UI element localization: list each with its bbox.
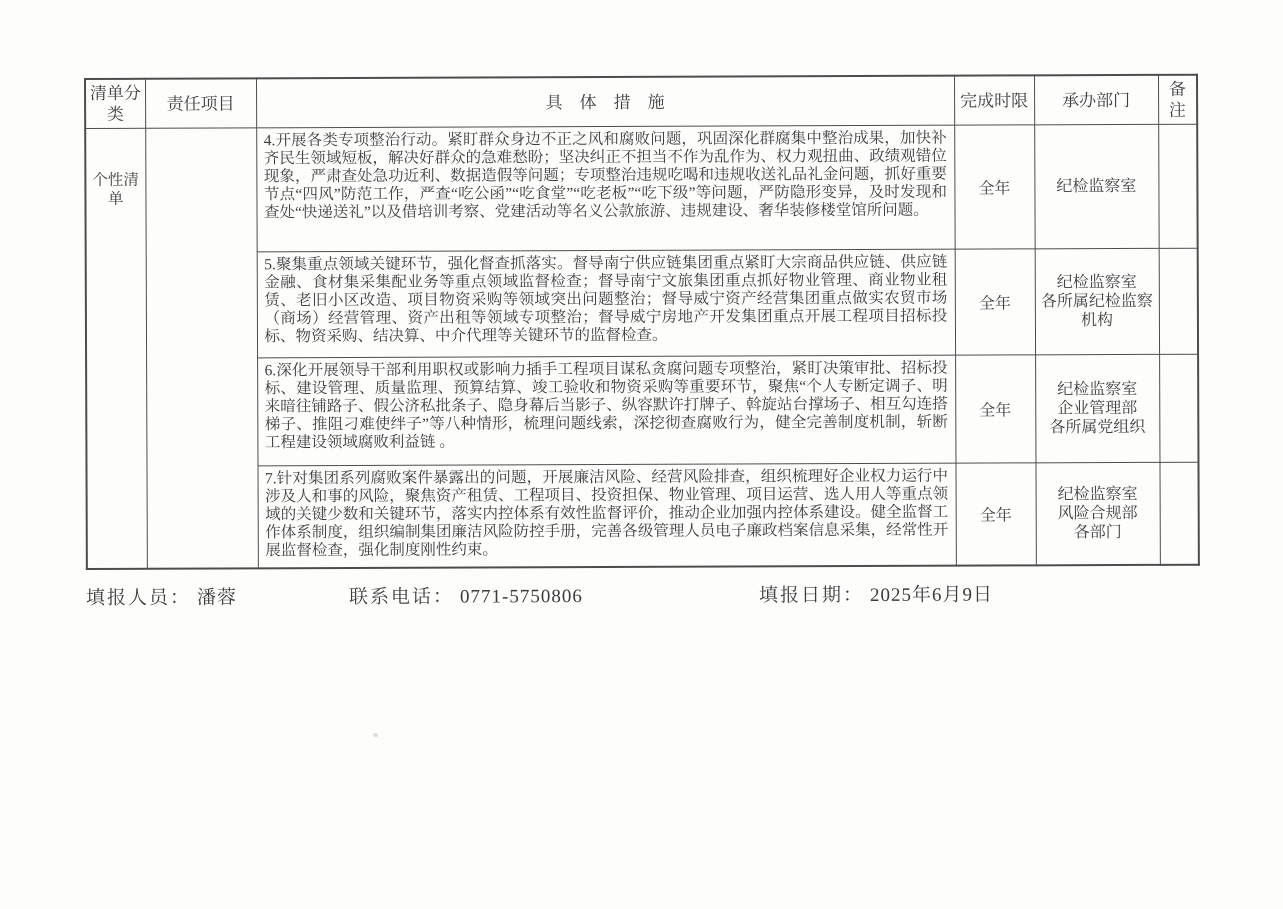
remark-cell (1158, 124, 1197, 248)
header-cell-deadline: 完成时限 (954, 75, 1034, 125)
measure-cell: 5.聚集重点领域关键环节，强化督查抓落实。督导南宁供应链集团重点紧盯大宗商品供应链、供应链金融、食材集采集配业务等重点领域监督检查；督导南宁文旅集团重点抓好物业管理、商业物业租赁、老旧小区改造、项目物资采购等领域突出问题整治；督导威宁资产经营集团重点做实农贸市场（商场）经营管理、资产出租等领域专项整治；督导威宁房地产开发集团重点开展工程项目招标投标、物资采购、结决算、中介代理等关键环节的监督检查。 (257, 249, 955, 358)
scan-artifact (373, 733, 378, 737)
category-cell: 个性清单 (85, 128, 147, 568)
footer-line (86, 576, 1198, 614)
date-label: 填报日期： (758, 584, 865, 606)
measure-cell: 6.深化开展领导干部利用职权或影响力插手工程项目谋私贪腐问题专项整治，紧盯决策审批、招标投标、建设管理、质量监理、预算结算、竣工验收和物资采购等重要环节，聚焦“个人专断定调子、明来暗往铺路子、假公济私批条子、隐身幕后当影子、纵容默许打牌子、斡旋站台撑场子、相互勾连搭梯子、推阻刁难使绊子”等八种情形，梳理问题线索，深挖彻查腐败行为，健全完善制度机制，斩断工程建设领域腐败利益链 。 (257, 355, 955, 466)
header-cell-remark: 备注 (1158, 75, 1197, 125)
deadline-cell: 全年 (954, 125, 1034, 249)
measure-cell: 4.开展各类专项整治行动。紧盯群众身边不正之风和腐败问题，巩固深化群腐集中整治成果，加快补齐民生领域短板，解决好群众的急难愁盼；坚决纠正不担当不作为乱作为、权力观扭曲、政绩观错位现象，严肃查处急功近利、数据造假等问题；专项整治违规吃喝和违规收送礼品礼金问题，抓好重要节点“四风”防范工作，严查“吃公函”“吃食堂”“吃老板”“吃下级”等问题，严防隐形变异，及时发现和查处“快递送礼”以及借培训考察、党建活动等名义公款旅游、违规建设、奢华装修楼堂馆所问题。 (256, 125, 954, 252)
department-cell: 纪检监察室 各所属纪检监察机构 (1035, 248, 1159, 354)
department-cell: 纪检监察室 企业管理部 各所属党组织 (1035, 354, 1159, 462)
deadline-cell: 全年 (955, 463, 1035, 565)
department-cell: 纪检监察室 (1034, 124, 1158, 248)
header-cell-project: 责任项目 (145, 78, 256, 128)
date-field (759, 579, 993, 607)
filler-field (86, 582, 237, 610)
table-header-row (85, 75, 1197, 129)
deadline-cell: 全年 (955, 249, 1035, 355)
responsibility-list-table (84, 74, 1200, 570)
phone-label: 联系电话： (348, 586, 455, 608)
remark-cell (1159, 354, 1198, 462)
project-cell (145, 128, 258, 568)
header-cell-measures: 具 体 措 施 (256, 76, 954, 128)
deadline-cell: 全年 (955, 355, 1035, 463)
phone-number: 0771-5750806 (459, 585, 583, 608)
table-row (85, 124, 1197, 252)
date-value: 2025年6月9日 (869, 584, 994, 606)
header-cell-department: 承办部门 (1034, 75, 1158, 125)
header-cell-category: 清单分类 (85, 79, 145, 129)
measure-cell: 7.针对集团系列腐败案件暴露出的问题，开展廉洁风险、经营风险排查，组织梳理好企业权力运行中涉及人和事的风险，聚焦资产租赁、工程项目、投资担保、物业管理、项目运营、选人用人等重点领域的关键少数和关键环节，落实内控体系有效性监督评价，推动企业加强内控体系建设。健全监督工作体系制度，组织编制集团廉洁风险防控手册，完善各级管理人员电子廉政档案信息采集，经常性开展监督检查，强化制度刚性约束。 (257, 463, 955, 568)
remark-cell (1159, 248, 1198, 354)
phone-field (349, 581, 583, 609)
filler-label: 填报人员： (85, 587, 192, 609)
filler-name: 潘蓉 (196, 586, 238, 609)
remark-cell (1159, 462, 1198, 564)
department-cell: 纪检监察室 风险合规部 各部门 (1035, 462, 1159, 564)
scanned-sheet (84, 74, 1198, 615)
